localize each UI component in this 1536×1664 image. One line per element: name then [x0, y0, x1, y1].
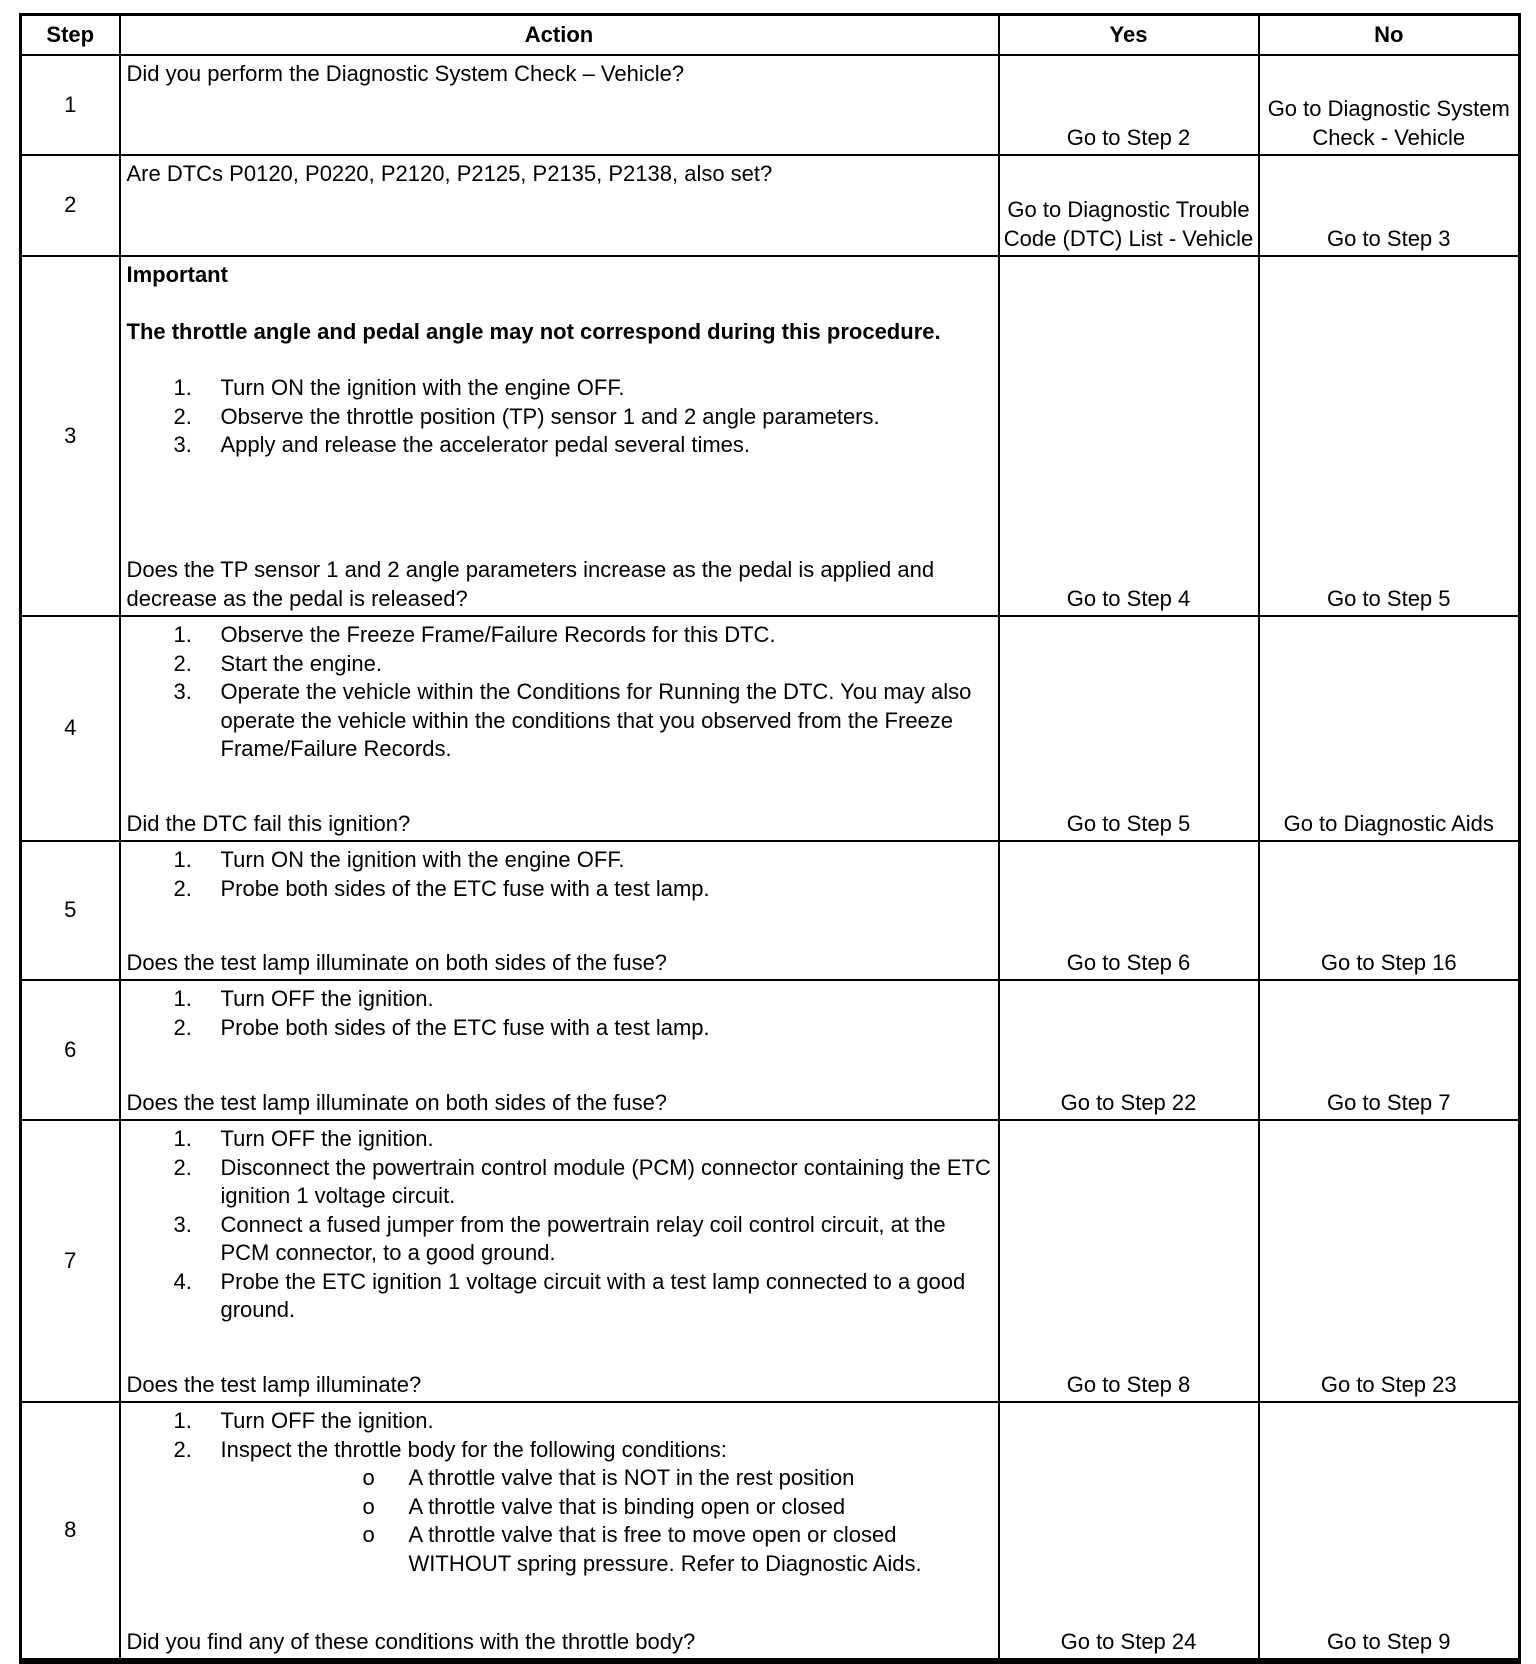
yes-content — [1000, 842, 1258, 979]
list-item-text: A throttle valve that is binding open or closed — [408, 1493, 846, 1519]
sub-list — [221, 1464, 992, 1578]
header-row — [21, 15, 1520, 56]
list-item-text: Turn OFF the ignition. — [220, 1408, 434, 1433]
list-marker: 2. — [173, 1154, 192, 1180]
step-number: 5 — [21, 841, 120, 980]
list-marker: 4. — [173, 1268, 192, 1294]
list-item-text: Disconnect the powertrain control module (PCM) connector containing the ETC ignition 1 voltage circuit. — [220, 1154, 991, 1208]
question-text: Did you perform the Diagnostic System Check – Vehicle? — [126, 61, 685, 86]
step-list — [127, 846, 992, 903]
no-content — [1260, 981, 1519, 1119]
no-link: Go to Step 5 — [1326, 585, 1451, 611]
yes-content — [1000, 981, 1258, 1119]
list-item-text: Probe both sides of the ETC fuse with a test lamp. — [220, 1014, 710, 1040]
list-marker: 3. — [173, 1211, 192, 1237]
list-marker: 1. — [173, 986, 192, 1011]
yes-cell — [999, 55, 1259, 155]
list-item — [127, 621, 992, 650]
action-cell — [120, 1120, 999, 1402]
list-text — [221, 1125, 992, 1154]
question-text: Did you find any of these conditions with the throttle body? — [126, 1628, 696, 1654]
table-row — [21, 1402, 1520, 1661]
list-text — [409, 1493, 992, 1522]
list-item-text: Turn OFF the ignition. — [220, 1126, 434, 1151]
step-list — [127, 1407, 992, 1578]
list-item — [127, 403, 992, 432]
no-content — [1260, 257, 1519, 615]
list-text — [221, 1268, 992, 1325]
no-content — [1260, 617, 1519, 840]
list-text — [221, 1407, 992, 1436]
yes-content — [1000, 156, 1258, 255]
table-row — [21, 980, 1520, 1120]
list-text — [221, 431, 992, 460]
step-number: 3 — [21, 256, 120, 616]
list-item-text: Observe the throttle position (TP) sensor 1 and 2 angle parameters. — [220, 403, 880, 429]
list-text — [221, 875, 992, 904]
no-cell — [1259, 616, 1520, 841]
no-cell — [1259, 841, 1520, 980]
list-item — [127, 846, 992, 875]
no-link: Go to Step 16 — [1320, 949, 1457, 975]
no-content — [1260, 1121, 1519, 1401]
header-no: No — [1259, 15, 1520, 56]
list-marker: o — [362, 1493, 375, 1519]
yes-link: Go to Step 8 — [1066, 1371, 1191, 1397]
yes-link: Go to Step 22 — [1060, 1089, 1197, 1115]
action-cell — [120, 256, 999, 616]
step-list — [127, 374, 992, 460]
no-link: Go to Diagnostic Aids — [1283, 810, 1494, 836]
question-text: Does the TP sensor 1 and 2 angle parameters increase as the pedal is applied and decrease as the pedal is released? — [126, 557, 935, 611]
list-text — [409, 1464, 992, 1493]
list-marker: 1. — [173, 847, 192, 872]
yes-cell — [999, 256, 1259, 616]
list-text — [221, 985, 992, 1014]
list-marker: o — [362, 1522, 375, 1547]
list-text — [221, 374, 992, 403]
table-row — [21, 616, 1520, 841]
header-action: Action — [120, 15, 999, 56]
list-item — [127, 1125, 992, 1154]
table-row — [21, 256, 1520, 616]
list-marker: 2. — [173, 403, 192, 429]
action-content — [121, 257, 998, 615]
list-item-text: Operate the vehicle within the Conditions for Running the DTC. You may also operate the vehicle within the conditions that you observed from the Freeze Frame/Failure Records. — [220, 679, 972, 761]
action-content — [121, 156, 998, 255]
no-link: Go to Step 23 — [1320, 1371, 1457, 1397]
list-marker: 2. — [173, 875, 192, 901]
list-item — [127, 431, 992, 460]
step-number: 6 — [21, 980, 120, 1120]
action-content — [121, 617, 998, 840]
list-text — [221, 678, 992, 764]
question-text: Does the test lamp illuminate on both sides of the fuse? — [126, 1089, 668, 1115]
list-marker: 1. — [173, 1408, 192, 1433]
yes-cell — [999, 155, 1259, 256]
yes-cell — [999, 616, 1259, 841]
list-item-text: Turn ON the ignition with the engine OFF. — [220, 847, 625, 872]
no-cell — [1259, 155, 1520, 256]
yes-content — [1000, 257, 1258, 615]
list-marker: 2. — [173, 650, 192, 676]
list-item-text: Start the engine. — [220, 650, 382, 676]
yes-content — [1000, 617, 1258, 840]
yes-cell — [999, 841, 1259, 980]
list-item-text: Apply and release the accelerator pedal several times. — [220, 432, 751, 457]
action-content — [121, 1403, 998, 1658]
step-list — [127, 1125, 992, 1325]
list-item — [127, 1436, 992, 1579]
list-item — [221, 1464, 992, 1493]
list-text — [409, 1521, 992, 1578]
list-text — [221, 621, 992, 650]
step-number: 4 — [21, 616, 120, 841]
header-step: Step — [21, 15, 120, 56]
no-cell — [1259, 55, 1520, 155]
list-item-text: Probe both sides of the ETC fuse with a test lamp. — [220, 875, 710, 901]
question-text: Are DTCs P0120, P0220, P2120, P2125, P2135, P2138, also set? — [126, 161, 773, 186]
yes-link: Go to Diagnostic Trouble Code (DTC) List - Vehicle — [1003, 197, 1254, 251]
yes-content — [1000, 1403, 1258, 1658]
list-text — [221, 1211, 992, 1268]
list-item-text: Turn OFF the ignition. — [220, 986, 434, 1011]
list-text — [221, 1436, 992, 1579]
no-content — [1260, 842, 1519, 979]
list-item-text: Turn ON the ignition with the engine OFF. — [220, 375, 625, 400]
list-text — [221, 403, 992, 432]
step-number: 2 — [21, 155, 120, 256]
list-item-text: Probe the ETC ignition 1 voltage circuit with a test lamp connected to a good ground. — [220, 1268, 966, 1322]
list-marker: 1. — [173, 622, 192, 647]
step-number: 8 — [21, 1402, 120, 1661]
important-note: Important — [126, 262, 228, 287]
list-marker: 3. — [173, 432, 192, 457]
list-marker: 2. — [173, 1014, 192, 1040]
action-content — [121, 1121, 998, 1401]
list-item — [127, 1211, 992, 1268]
step-list — [127, 621, 992, 764]
yes-cell — [999, 1120, 1259, 1402]
list-item-text: Observe the Freeze Frame/Failure Records for this DTC. — [220, 622, 776, 647]
step-number: 7 — [21, 1120, 120, 1402]
action-cell — [120, 980, 999, 1120]
action-cell — [120, 841, 999, 980]
list-marker: 1. — [173, 375, 192, 400]
question-text: Does the test lamp illuminate on both sides of the fuse? — [126, 949, 668, 975]
action-cell — [120, 155, 999, 256]
list-item-text: Inspect the throttle body for the following conditions: — [220, 1436, 727, 1462]
list-item — [221, 1493, 992, 1522]
yes-link: Go to Step 24 — [1060, 1628, 1197, 1654]
no-cell — [1259, 980, 1520, 1120]
yes-link: Go to Step 5 — [1066, 810, 1191, 836]
table-row — [21, 155, 1520, 256]
list-text — [221, 1154, 992, 1211]
table-row — [21, 1120, 1520, 1402]
action-content — [121, 842, 998, 979]
list-marker: 2. — [173, 1436, 192, 1462]
question-text: Did the DTC fail this ignition? — [126, 810, 411, 836]
diagnostic-table — [19, 13, 1521, 1664]
list-marker: 3. — [173, 679, 192, 704]
list-item — [127, 1407, 992, 1436]
list-item — [127, 650, 992, 679]
step-number: 1 — [21, 55, 120, 155]
list-item-text: A throttle valve that is NOT in the rest position — [408, 1465, 855, 1490]
table-row — [21, 55, 1520, 155]
no-link: Go to Step 9 — [1326, 1628, 1451, 1654]
list-marker: 1. — [173, 1126, 192, 1151]
no-content — [1260, 1403, 1519, 1658]
no-cell — [1259, 256, 1520, 616]
step-list — [127, 985, 992, 1042]
action-cell — [120, 616, 999, 841]
yes-cell — [999, 1402, 1259, 1661]
yes-link: Go to Step 2 — [1066, 124, 1191, 150]
spacer — [127, 346, 992, 374]
yes-content — [1000, 56, 1258, 154]
table-row — [21, 841, 1520, 980]
action-content — [121, 981, 998, 1119]
no-link: Go to Step 3 — [1326, 225, 1451, 251]
list-item-text: Connect a fused jumper from the powertrain relay coil control circuit, at the PCM connector, to a good ground. — [220, 1211, 946, 1265]
spacer — [127, 290, 992, 318]
list-item — [127, 1014, 992, 1043]
header-yes: Yes — [999, 15, 1259, 56]
action-cell — [120, 1402, 999, 1661]
no-content — [1260, 156, 1519, 255]
no-link: Go to Diagnostic System Check - Vehicle — [1267, 96, 1510, 150]
important-note: The throttle angle and pedal angle may not correspond during this procedure. — [126, 318, 941, 344]
yes-cell — [999, 980, 1259, 1120]
action-cell — [120, 55, 999, 155]
list-item-text: A throttle valve that is free to move open or closed WITHOUT spring pressure. Refer to Diagnostic Aids. — [408, 1522, 922, 1576]
yes-content — [1000, 1121, 1258, 1401]
yes-link: Go to Step 6 — [1066, 949, 1191, 975]
list-text — [221, 650, 992, 679]
list-item — [127, 1268, 992, 1325]
no-cell — [1259, 1120, 1520, 1402]
list-text — [221, 1014, 992, 1043]
no-content — [1260, 56, 1519, 154]
yes-link: Go to Step 4 — [1066, 585, 1191, 611]
list-marker: o — [362, 1465, 375, 1490]
list-item — [127, 678, 992, 764]
action-content — [121, 56, 998, 154]
list-item — [127, 875, 992, 904]
no-cell — [1259, 1402, 1520, 1661]
list-text — [221, 846, 992, 875]
question-text: Does the test lamp illuminate? — [126, 1371, 422, 1397]
list-item — [127, 374, 992, 403]
list-item — [127, 985, 992, 1014]
no-link: Go to Step 7 — [1326, 1089, 1451, 1115]
list-item — [127, 1154, 992, 1211]
list-item — [221, 1521, 992, 1578]
